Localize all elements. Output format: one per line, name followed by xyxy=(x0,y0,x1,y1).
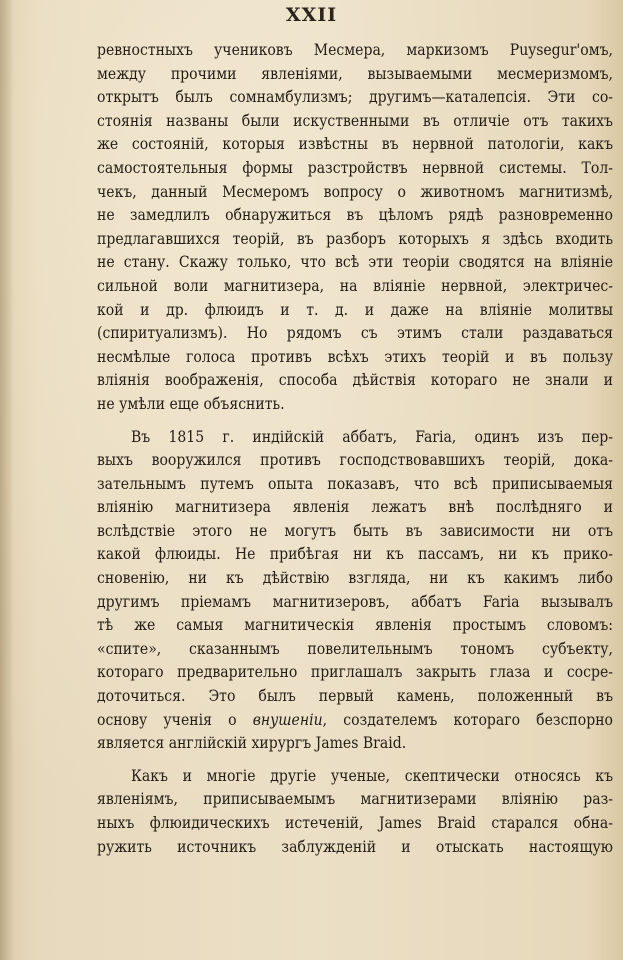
page-number: XXII xyxy=(285,4,338,26)
paragraph-3 xyxy=(97,765,613,859)
text-line: «спите», сказаннымъ повелительнымъ тономъ субъекту, xyxy=(97,639,613,658)
text-line: выхъ вооружился противъ господствовавшихъ теорій, дока- xyxy=(97,451,613,470)
text-line: несмѣлые голоса противъ всѣхъ этихъ теорій и въ пользу xyxy=(97,347,613,366)
text-line: является англійскій хирургъ James Braid. xyxy=(97,734,407,753)
text-fragment: , создателемъ котораго безспорно xyxy=(322,710,613,729)
text-line: предлагавшихся теорій, въ разборъ которыхъ я здѣсь входить xyxy=(97,229,613,248)
text-line: между прочими явленіями, вызываемыми месмеризмомъ, xyxy=(97,64,613,83)
text-line: кой и др. флюидъ и т. д. и даже на вліяніе молитвы xyxy=(97,300,613,319)
text-line: не стану. Скажу только, что всѣ эти теоріи сводятся на вліяніе xyxy=(97,253,613,272)
text-line: котораго предварительно приглашалъ закрыть глаза и сосре- xyxy=(97,663,613,682)
text-line: какой флюиды. Не прибѣгая ни къ пассамъ, ни къ прико- xyxy=(97,545,613,564)
text-line: сильной воли магнитизера, на вліяніе нервной, электричес- xyxy=(97,276,613,295)
text-line: самостоятельныя формы разстройствъ нервной системы. Тол- xyxy=(97,158,613,177)
text-line: явленіямъ, приписываемымъ магнитизерами вліянію раз- xyxy=(97,790,613,809)
text-fragment: основу ученія о xyxy=(97,710,237,729)
text-line: открытъ былъ сомнамбулизмъ; другимъ—каталепсія. Эти со- xyxy=(97,88,613,107)
text-line: сновенію, ни къ дѣйствію взгляда, ни къ какимъ либо xyxy=(97,569,613,588)
page-gutter-shadow xyxy=(0,0,14,960)
text-line: ныхъ флюидическихъ истеченій, James Braid старался обна- xyxy=(97,814,613,832)
text-line-with-italic xyxy=(97,709,613,733)
paragraph-2 xyxy=(97,426,613,756)
text-line: не умѣли еще объяснить. xyxy=(97,394,285,413)
text-line: вліянія воображенія, способа дѣйствія котораго не знали и xyxy=(97,371,613,390)
text-line: зательнымъ путемъ опыта показавъ, что всѣ приписываемыя xyxy=(97,474,613,493)
text-line: другимъ пріемамъ магнитизеровъ, аббатъ Faria вызывалъ xyxy=(97,592,613,611)
text-line: вліянію магнитизера явленія лежатъ внѣ послѣдняго и xyxy=(97,498,613,517)
text-line: стоянія названы были искуственными въ отличіе отъ такихъ xyxy=(97,111,613,130)
text-line: (спиритуализмъ). Но рядомъ съ этимъ стали раздаваться xyxy=(97,324,613,343)
text-line: ружить источникъ заблужденій и отыскать настоящую xyxy=(97,837,613,856)
text-line: не замедлилъ обнаружиться въ цѣломъ рядѣ разновременно xyxy=(97,206,613,225)
text-line: чекъ, данный Месмеромъ вопросу о животномъ магнитизмѣ, xyxy=(97,182,613,201)
text-line: вслѣдствіе этого не могутъ быть въ зависимости ни отъ xyxy=(97,521,613,540)
text-line: Въ 1815 г. индійскій аббатъ, Faria, одинъ изъ пер- xyxy=(131,427,613,446)
body-text xyxy=(97,39,613,859)
text-line: доточиться. Это былъ первый камень, положенный въ xyxy=(97,687,613,706)
text-line: ревностныхъ учениковъ Месмера, маркизомъ Puysеgur'омъ, xyxy=(97,41,613,59)
text-line: тѣ же самыя магнитическія явленія простымъ словомъ: xyxy=(97,616,613,635)
italic-term: внушеніи xyxy=(252,710,323,729)
text-line: Какъ и многіе другіе ученые, скептически относясь къ xyxy=(131,766,613,785)
text-line: же состояній, которыя извѣстны въ нервной патологіи, какъ xyxy=(97,135,613,154)
paragraph-1 xyxy=(97,39,613,417)
